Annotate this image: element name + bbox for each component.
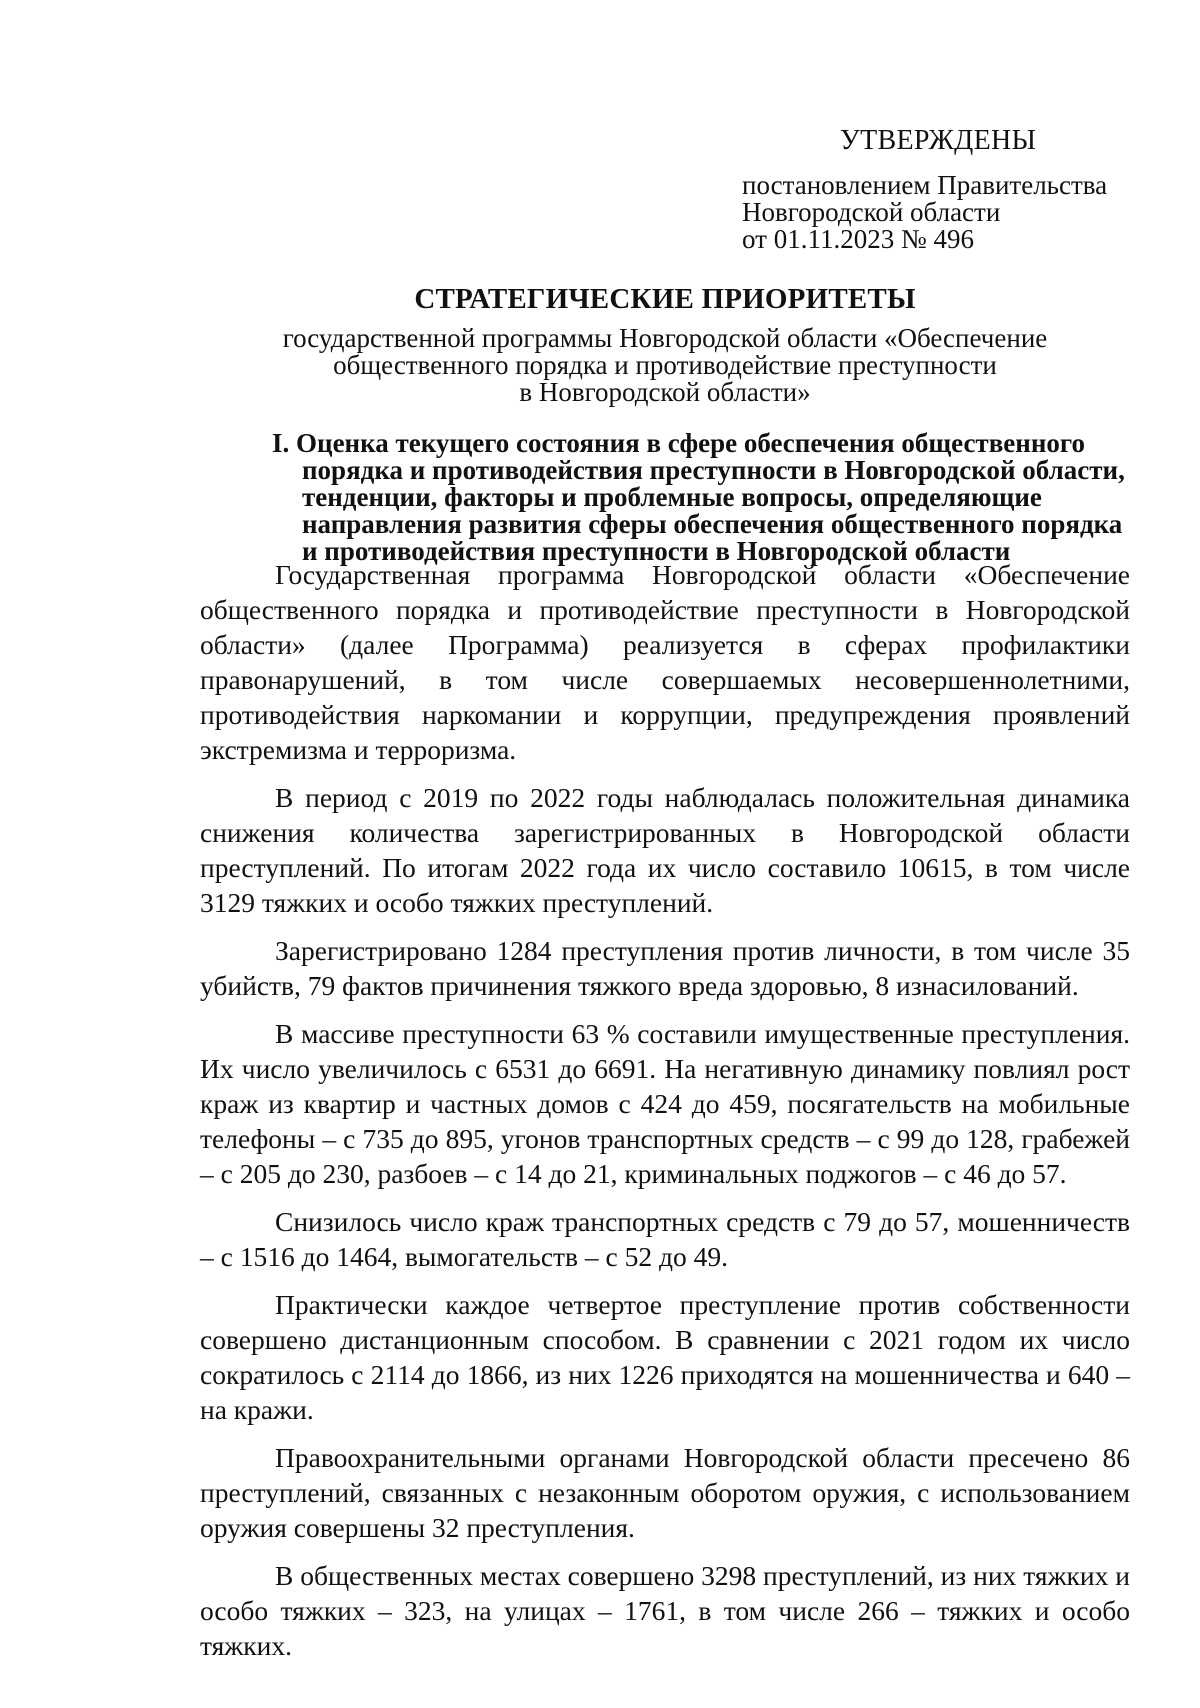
subtitle-line: в Новгородской области» <box>519 377 811 407</box>
section-heading-line: направления развития сферы обеспечения общественного порядка <box>302 509 1123 539</box>
body-text <box>200 557 1130 1676</box>
section-heading-line: тенденции, факторы и проблемные вопросы, определяющие <box>302 482 1042 512</box>
paragraph: Правоохранительными органами Новгородской области пресечено 86 преступлений, связанных с незаконным оборотом оружия, с использованием оружия совершены 32 преступления. <box>200 1442 1130 1543</box>
paragraph: Практически каждое четвертое преступление против собственности совершено дистанционным способом. В сравнении с 2021 годом их число сократилось с 2114 до 1866, из них 1226 приходятся на мошенничества и 640 – на кражи. <box>200 1289 1130 1425</box>
approval-line: Новгородской области <box>742 197 1001 227</box>
paragraph: Зарегистрировано 1284 преступления против личности, в том числе 35 убийств, 79 фактов причинения тяжкого вреда здоровью, 8 изнасилований. <box>200 935 1130 1001</box>
approval-stamp-block <box>742 124 1142 253</box>
document-title: СТРАТЕГИЧЕСКИЕ ПРИОРИТЕТЫ <box>414 283 916 315</box>
subtitle-line: общественного порядка и противодействие преступности <box>333 350 997 380</box>
approval-line: от 01.11.2023 № 496 <box>742 224 974 254</box>
paragraph: Снизилось число краж транспортных средств с 79 до 57, мошенничеств – с 1516 до 1464, вымогательств – с 52 до 49. <box>200 1206 1130 1272</box>
paragraph: Государственная программа Новгородской области «Обеспечение общественного порядка и противодействие преступности в Новгородской области» (далее Программа) реализуется в сферах профилактики правонарушений, в том числе совершаемых несовершеннолетними, противодействия наркомании и коррупции, предупреждения проявлений экстремизма и терроризма. <box>200 559 1130 765</box>
paragraph: В массиве преступности 63 % составили имущественные преступления. Их число увеличилось с 6531 до 6691. На негативную динамику повлиял рост краж из квартир и частных домов с 424 до 459, посягательств на мобильные телефоны – с 735 до 895, угонов транспортных средств – с 99 до 128, грабежей – с 205 до 230, разбоев – с 14 до 21, криминальных поджогов – с 46 до 57. <box>200 1018 1130 1189</box>
subtitle-line: государственной программы Новгородской области «Обеспечение <box>282 323 1048 353</box>
approval-title: УТВЕРЖДЕНЫ <box>840 125 1037 156</box>
paragraph: В период с 2019 по 2022 годы наблюдалась положительная динамика снижения количества зарегистрированных в Новгородской области преступлений. По итогам 2022 года их число составило 10615, в том числе 3129 тяжких и особо тяжких преступлений. <box>200 782 1130 918</box>
document-subtitle <box>200 325 1130 406</box>
section-heading-line: и противодействия преступности в Новгородской области <box>302 536 1011 566</box>
section-heading-line: I. Оценка текущего состояния в сфере обеспечения общественного <box>272 428 1085 458</box>
approval-line: постановлением Правительства <box>742 170 1108 200</box>
section-heading <box>272 430 1132 565</box>
section-heading-line: порядка и противодействия преступности в Новгородской области, <box>302 455 1125 485</box>
paragraph: В общественных местах совершено 3298 преступлений, из них тяжких и особо тяжких – 323, на улицах – 1761, в том числе 266 – тяжких и особо тяжких. <box>200 1560 1130 1661</box>
